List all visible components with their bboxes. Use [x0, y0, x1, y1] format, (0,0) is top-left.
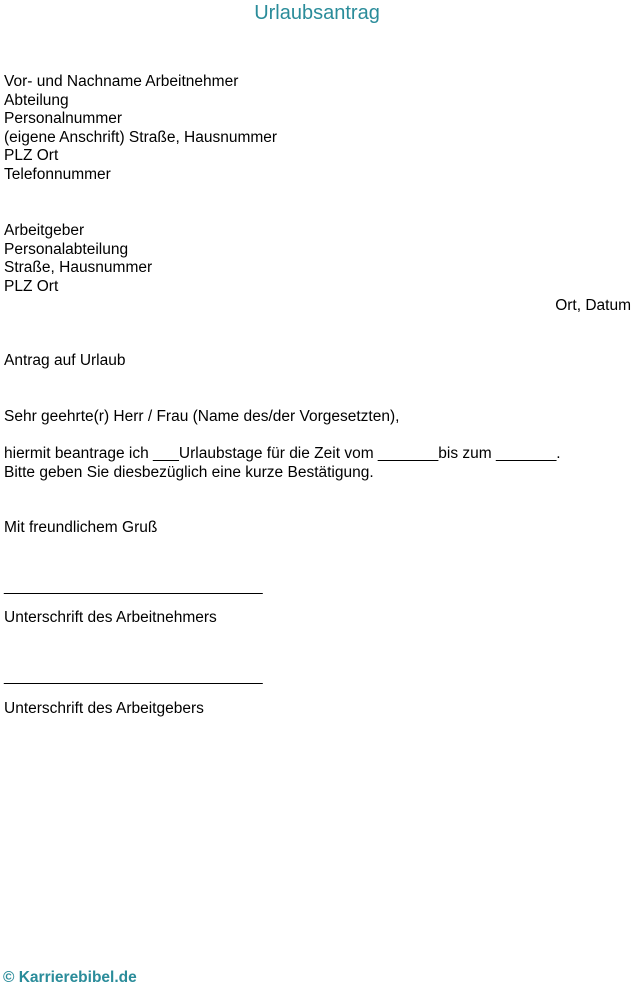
signature-line-employer: ______________________________ [4, 668, 263, 685]
sender-address [4, 73, 277, 185]
document-title: Urlaubsantrag [254, 2, 380, 24]
sender-department: Abteilung [4, 91, 69, 109]
signature-employer [4, 668, 263, 687]
recipient-department: Personalabteilung [4, 240, 129, 258]
recipient-city: PLZ Ort [4, 277, 59, 295]
salutation-block [4, 408, 399, 427]
closing-block [4, 519, 157, 538]
signature-label-employee: Unterschrift des Arbeitnehmers [4, 609, 217, 626]
signature-label-employer: Unterschrift des Arbeitgebers [4, 700, 204, 717]
sender-city: PLZ Ort [4, 147, 59, 165]
recipient-employer: Arbeitgeber [4, 222, 85, 239]
sender-street: (eigene Anschrift) Straße, Hausnummer [4, 128, 278, 146]
signature-line-employee: ______________________________ [4, 578, 263, 595]
sender-phone: Telefonnummer [4, 165, 111, 183]
body-request: hiermit beantrage ich ___Urlaubstage für die Zeit vom _______bis zum _______. [4, 445, 561, 462]
signature-employer-label-block [4, 700, 204, 719]
recipient-address [4, 222, 152, 296]
signature-employee [4, 578, 263, 597]
subject-line [4, 352, 126, 371]
footer-credit: © Karrierebibel.de [3, 969, 137, 986]
sender-personnel-number: Personalnummer [4, 110, 123, 128]
recipient-street: Straße, Hausnummer [4, 259, 153, 277]
place-date: Ort, Datum [555, 297, 631, 314]
signature-employee-label-block [4, 609, 217, 628]
subject: Antrag auf Urlaub [4, 352, 126, 369]
sender-name: Vor- und Nachname Arbeitnehmer [4, 73, 239, 90]
salutation: Sehr geehrte(r) Herr / Frau (Name des/der Vorgesetzten), [4, 408, 400, 425]
body-confirmation: Bitte geben Sie diesbezüglich eine kurze Bestätigung. [4, 463, 374, 481]
closing: Mit freundlichem Gruß [4, 519, 158, 536]
letter-body [4, 445, 561, 482]
